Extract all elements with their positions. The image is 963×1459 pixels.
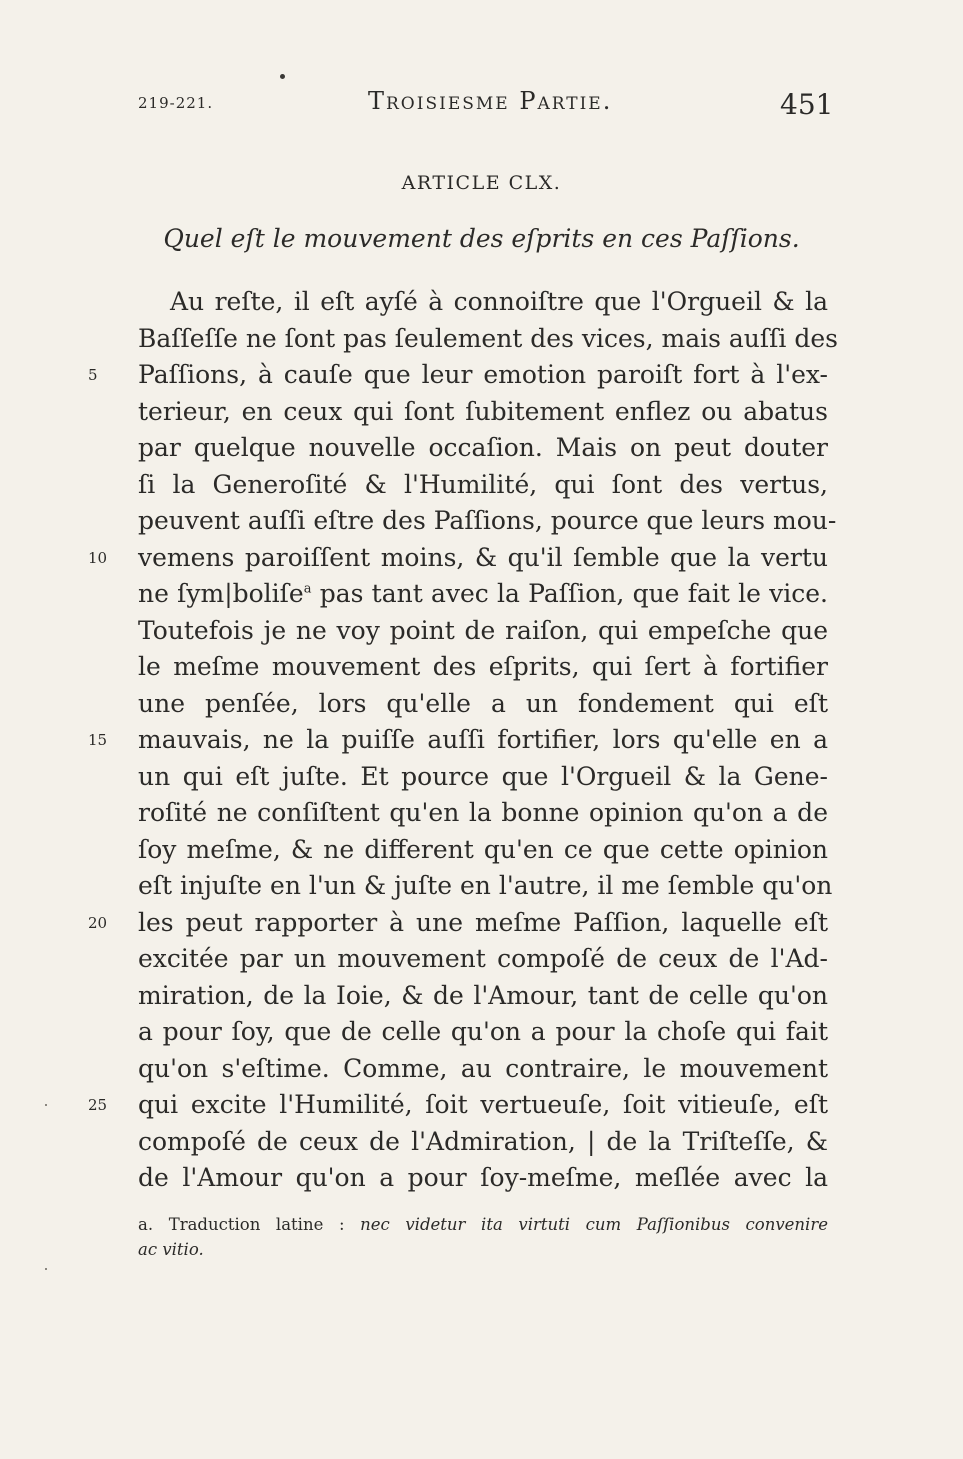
line-text: mauvais, ne la puiſſe auſſi fortifier, lors qu'elle en a <box>138 725 828 754</box>
line-text: qui excite l'Humilité, ſoit vertueuſe, ſoit vitieuſe, eſt <box>138 1090 828 1119</box>
line-text: qu'on s'eſtime. Comme, au contraire, le mouvement <box>138 1053 828 1083</box>
line-number: 25 <box>88 1096 108 1114</box>
text-line <box>138 1124 828 1161</box>
text-line <box>138 613 828 650</box>
text-line <box>138 576 828 613</box>
text-line <box>138 649 828 686</box>
line-text: Baſſeſſe ne ſont pas ſeulement des vices, mais auſſi des <box>138 323 838 353</box>
line-text: compoſé de ceux de l'Admiration, | de la Triſteſſe, & <box>138 1126 828 1156</box>
line-text: Toutefois je ne voy point de raiſon, qui empeſche que <box>138 615 828 645</box>
line-text: a pour ſoy, que de celle qu'on a pour la choſe qui fait <box>138 1017 828 1046</box>
line-text: ſoy meſme, & ne different qu'en ce que cette opinion <box>138 834 828 864</box>
text-line <box>138 941 828 978</box>
text-line <box>138 1051 828 1088</box>
ink-dot <box>280 74 285 79</box>
text-line <box>138 503 837 540</box>
page-number: 451 <box>780 88 834 121</box>
text-line <box>138 394 828 431</box>
text-line <box>138 832 828 869</box>
text-line <box>138 759 828 796</box>
text-line <box>88 722 828 759</box>
line-number: 5 <box>88 366 98 384</box>
footnote-marker: a. <box>138 1215 154 1234</box>
margin-mark <box>45 1268 47 1270</box>
line-number: 10 <box>88 548 108 567</box>
margin-mark <box>45 1104 47 1106</box>
line-number: 20 <box>88 913 108 932</box>
line-text: ſi la Generoſité & l'Humilité, qui ſont des vertus, <box>138 469 828 499</box>
line-text: de l'Amour qu'on a pour ſoy-meſme, meſlée avec la <box>138 1163 828 1192</box>
text-line <box>138 978 828 1015</box>
line-text: excitée par un mouvement compoſé de ceux de l'Ad- <box>138 944 828 973</box>
page-header <box>0 84 963 124</box>
footnote-quote-2: ac vitio. <box>138 1240 204 1259</box>
line-number: 15 <box>88 731 108 749</box>
line-text: terieur, en ceux qui ſont ſubitement enflez ou abatus <box>138 396 828 426</box>
article-subtitle: Quel eſt le mouvement des eſprits en ces Paſſions. <box>163 224 800 253</box>
line-text: le meſme mouvement des eſprits, qui ſert à fortifier <box>138 652 828 681</box>
text-line <box>138 795 828 832</box>
footnote-line-2 <box>138 1237 828 1262</box>
line-text-cont: pas tant avec la Paſſion, que fait le vice. <box>311 579 828 608</box>
footnote-line-1 <box>138 1212 828 1237</box>
line-text: par quelque nouvelle occaſion. Mais on peut douter <box>138 433 828 462</box>
line-text: les peut rapporter à une meſme Paſſion, laquelle eſt <box>138 907 828 937</box>
line-text: eſt injuſte en l'un & juſte en l'autre, il me ſemble qu'on <box>138 871 833 900</box>
text-line <box>138 686 828 723</box>
body-text <box>88 284 838 1197</box>
text-line <box>138 868 833 905</box>
line-text: un qui eſt juſte. Et pource que l'Orgueil & la Gene- <box>138 761 828 791</box>
text-line <box>138 430 828 467</box>
line-text: miration, de la Ioie, & de l'Amour, tant de celle qu'on <box>138 980 828 1010</box>
text-line <box>138 1160 828 1197</box>
line-text: une penſée, lors qu'elle a un fondement qui eſt <box>138 688 828 718</box>
article-title: ARTICLE CLX. <box>401 172 562 194</box>
footnote <box>138 1212 828 1262</box>
running-title: Troisiesme Partie. <box>368 87 613 115</box>
text-line <box>138 321 838 358</box>
text-line <box>88 905 828 942</box>
line-text: Paſſions, à cauſe que leur emotion paroiſt fort à l'ex- <box>138 360 828 389</box>
text-line <box>138 467 828 504</box>
text-line <box>138 284 828 321</box>
line-text: roſité ne conſiſtent qu'en la bonne opinion qu'on a de <box>138 798 828 827</box>
text-line <box>88 1087 828 1124</box>
line-text: peuvent auſſi eſtre des Paſſions, pource que leurs mou- <box>138 506 837 535</box>
line-text: ne ſym|boliſe <box>138 579 304 608</box>
footnote-label: Traduction latine : <box>168 1215 345 1234</box>
line-text: Au reſte, il eſt ayſé à connoiſtre que l'Orgueil & la <box>170 287 828 316</box>
text-line <box>88 540 828 577</box>
text-line <box>88 357 828 394</box>
line-text: vemens paroiſſent moins, & qu'il ſemble que la vertu <box>138 542 828 572</box>
footnote-ref: a <box>303 581 312 597</box>
page-range: 219-221. <box>138 94 214 112</box>
text-line <box>138 1014 828 1051</box>
footnote-quote-1: nec videtur ita virtuti cum Paſſionibus convenire <box>360 1215 828 1234</box>
